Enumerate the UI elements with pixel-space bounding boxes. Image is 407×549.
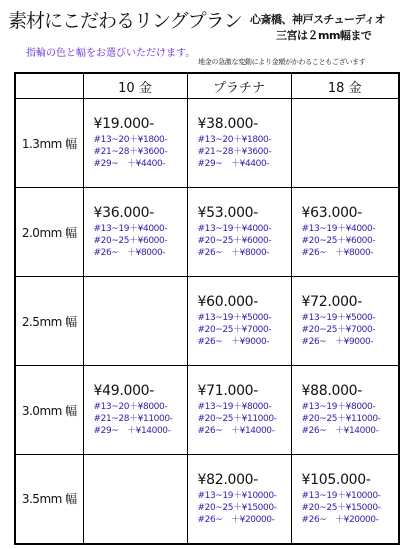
size-surcharge: #26~ ＋¥14000-	[197, 426, 275, 436]
base-price: ¥36.000-	[93, 205, 155, 221]
price-cell	[291, 188, 399, 277]
price-cell	[187, 277, 291, 366]
base-price: ¥88.000-	[301, 383, 363, 399]
price-cell	[291, 366, 399, 455]
size-surcharge: #20~25＋¥6000-	[197, 236, 272, 246]
size-surcharge: #26~ ＋¥14000-	[301, 426, 379, 436]
size-surcharge: #20~25＋¥11000-	[197, 414, 277, 424]
size-surcharge: #29~ ＋¥14000-	[93, 426, 171, 436]
base-price: ¥105.000-	[301, 471, 371, 488]
size-surcharge: #26~ ＋¥9000-	[197, 337, 270, 347]
base-price: ¥38.000-	[197, 116, 259, 132]
size-surcharge: #13~19＋¥4000-	[197, 224, 272, 234]
table-header-row	[15, 73, 399, 99]
size-surcharge: #26~ ＋¥9000-	[301, 337, 374, 347]
base-price: ¥82.000-	[197, 471, 259, 488]
size-surcharge: #26~ ＋¥8000-	[197, 248, 270, 258]
table-row	[15, 366, 399, 455]
price-cell	[83, 277, 187, 366]
size-surcharge: #26~ ＋¥20000-	[197, 514, 275, 525]
row-width-label: 3.0mm 幅	[15, 366, 83, 455]
price-cell	[187, 188, 291, 277]
size-surcharge: #21~28＋¥3600-	[93, 147, 168, 157]
size-surcharge: #20~25＋¥6000-	[93, 236, 168, 246]
size-surcharge: #21~28＋¥3600-	[197, 147, 272, 157]
row-width-label: 2.0mm 幅	[15, 188, 83, 277]
price-cell	[83, 366, 187, 455]
table-row	[15, 99, 399, 188]
base-price: ¥63.000-	[301, 205, 363, 221]
row-width-label: 1.3mm 幅	[15, 99, 83, 188]
size-surcharge: #13~19＋¥8000-	[197, 402, 272, 412]
base-price: ¥53.000-	[197, 205, 259, 221]
table-row	[15, 277, 399, 366]
base-price: ¥60.000-	[197, 294, 259, 310]
size-surcharge: #26~ ＋¥8000-	[301, 248, 374, 258]
table-row	[15, 188, 399, 277]
size-surcharge: #26~ ＋¥20000-	[301, 514, 379, 525]
size-surcharge: #29~ ＋¥4400-	[197, 159, 270, 169]
size-surcharge: #26~ ＋¥8000-	[93, 248, 166, 258]
size-surcharge: #13~20＋¥1800-	[197, 135, 272, 145]
column-header-10k: 10 金	[83, 73, 187, 99]
size-surcharge: #20~25＋¥7000-	[197, 325, 272, 335]
size-surcharge: #13~19＋¥4000-	[93, 224, 168, 234]
size-surcharge: #13~19＋¥10000-	[301, 490, 381, 501]
price-cell	[291, 455, 399, 544]
price-cell	[187, 455, 291, 544]
price-cell	[291, 99, 399, 188]
price-cell	[83, 455, 187, 544]
size-surcharge: #13~19＋¥5000-	[197, 313, 272, 323]
price-cell	[83, 188, 187, 277]
size-surcharge: #20~25＋¥7000-	[301, 325, 376, 335]
price-cell	[83, 99, 187, 188]
table-row	[15, 455, 399, 544]
price-cell	[187, 99, 291, 188]
size-surcharge: #13~20＋¥8000-	[93, 402, 168, 412]
page-title: 素材にこだわるリングプラン	[8, 10, 242, 32]
price-cell	[187, 366, 291, 455]
base-price: ¥71.000-	[197, 383, 259, 399]
column-header-18k: 18 金	[291, 73, 399, 99]
size-surcharge: #13~19＋¥10000-	[197, 490, 277, 501]
size-surcharge: #20~25＋¥6000-	[301, 236, 376, 246]
subtitle: 指輪の色と幅をお選びいただけます。	[26, 48, 196, 59]
row-width-label: 2.5mm 幅	[15, 277, 83, 366]
size-surcharge: #20~25＋¥11000-	[301, 414, 381, 424]
store-width-note: 三宮は２mm幅まで	[276, 29, 372, 42]
size-surcharge: #29~ ＋¥4400-	[93, 159, 166, 169]
size-surcharge: #13~19＋¥5000-	[301, 313, 376, 323]
base-price: ¥19.000-	[93, 116, 155, 132]
size-surcharge: #21~28＋¥11000-	[93, 414, 173, 424]
column-header-platinum: プラチナ	[187, 73, 291, 99]
size-surcharge: #13~19＋¥4000-	[301, 224, 376, 234]
size-surcharge: #20~25＋¥15000-	[197, 502, 277, 513]
size-surcharge: #20~25＋¥15000-	[301, 502, 381, 513]
base-price: ¥72.000-	[301, 294, 363, 310]
price-notice: 地金の急激な変動により金額がかわることもございます	[198, 58, 366, 66]
size-surcharge: #13~19＋¥8000-	[301, 402, 376, 412]
column-header-corner	[15, 73, 83, 99]
base-price: ¥49.000-	[93, 383, 155, 399]
store-info: 心斎橋、神戸スチューディオ	[250, 13, 386, 26]
price-table	[14, 72, 400, 545]
price-cell	[291, 277, 399, 366]
size-surcharge: #13~20＋¥1800-	[93, 135, 168, 145]
row-width-label: 3.5mm 幅	[15, 455, 83, 544]
